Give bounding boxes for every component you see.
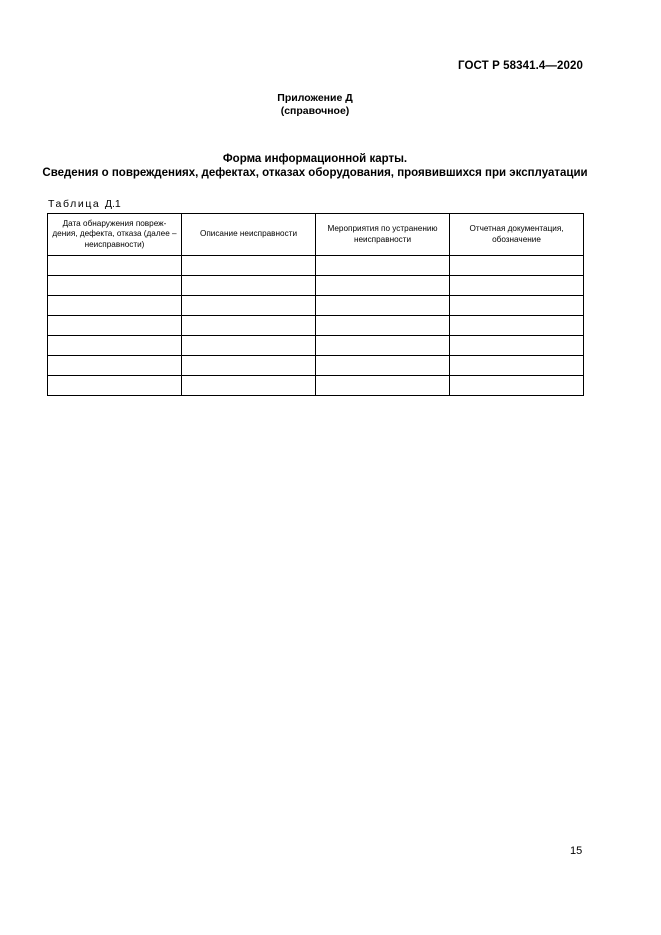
table-cell (316, 276, 450, 296)
table-cell (48, 336, 182, 356)
table-cell (48, 276, 182, 296)
table-cell (316, 336, 450, 356)
table-row (48, 296, 584, 316)
table-cell (450, 356, 584, 376)
table-cell (48, 256, 182, 276)
table-cell (450, 336, 584, 356)
table-row (48, 336, 584, 356)
form-title-line1: Форма информационной карты. (222, 153, 408, 165)
form-title (0, 152, 630, 180)
column-header-measures: Мероприятия по устранению неисправности (316, 214, 450, 256)
table-cell (48, 356, 182, 376)
table-cell (182, 356, 316, 376)
table-row (48, 376, 584, 396)
table-cell (316, 376, 450, 396)
table-caption-label: Таблица (48, 198, 101, 210)
table-cell (450, 376, 584, 396)
table-cell (450, 276, 584, 296)
table-cell (48, 296, 182, 316)
column-header-documentation: Отчетная документация, обозначение (450, 214, 584, 256)
appendix-title: Приложение Д (277, 92, 353, 104)
table-cell (48, 316, 182, 336)
table-cell (182, 376, 316, 396)
table-row (48, 316, 584, 336)
table-row (48, 276, 584, 296)
page-number: 15 (570, 845, 583, 857)
table-cell (316, 356, 450, 376)
table-cell (316, 256, 450, 276)
column-header-description: Описание неисправности (182, 214, 316, 256)
column-header-date: Дата обнаружения повреж-дения, дефекта, отказа (далее – неисправности) (48, 214, 182, 256)
standard-code: ГОСТ Р 58341.4—2020 (458, 60, 583, 72)
table-caption (48, 198, 121, 210)
table-caption-number: Д.1 (104, 198, 121, 210)
table-cell (316, 316, 450, 336)
form-title-line2: Сведения о повреждениях, дефектах, отказах оборудования, проявившихся при эксплуатации (42, 167, 588, 179)
table-cell (316, 296, 450, 316)
table-cell (182, 336, 316, 356)
table-cell (182, 256, 316, 276)
malfunction-table (47, 213, 584, 396)
table-row (48, 256, 584, 276)
table-cell (450, 256, 584, 276)
table-cell (182, 296, 316, 316)
table-cell (182, 316, 316, 336)
table-cell (450, 296, 584, 316)
appendix-heading (0, 92, 630, 118)
table-header-row (48, 214, 584, 256)
appendix-subtitle: (справочное) (280, 105, 350, 117)
table-cell (48, 376, 182, 396)
table-cell (182, 276, 316, 296)
table-row (48, 356, 584, 376)
table-cell (450, 316, 584, 336)
